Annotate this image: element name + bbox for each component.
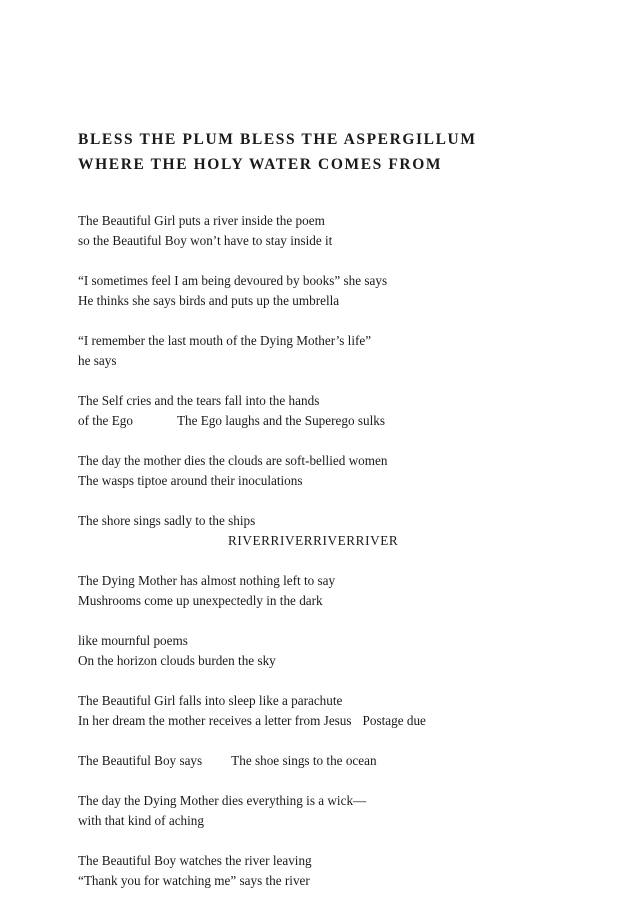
- poem-line: with that kind of aching: [78, 813, 204, 828]
- poem-title: [78, 127, 598, 177]
- poem-title-line-2: WHERE THE HOLY WATER COMES FROM: [78, 156, 443, 173]
- poem-fragment: In her dream the mother receives a letter from Jesus: [78, 713, 352, 728]
- poem-line-split: [78, 411, 598, 431]
- poem-line: The Beautiful Boy watches the river leaving: [78, 853, 312, 868]
- poem-line: “I sometimes feel I am being devoured by books” she says: [78, 273, 388, 288]
- poem-line: like mournful poems: [78, 633, 188, 648]
- poem-fragment: Postage due: [362, 713, 426, 728]
- poem-line: The day the mother dies the clouds are soft-bellied women: [78, 453, 388, 468]
- poem-line: The Beautiful Girl puts a river inside the poem: [78, 213, 325, 228]
- stanza-2: [78, 271, 598, 311]
- poem-line-river: RIVERRIVERRIVERRIVER: [228, 533, 399, 548]
- stanza-9: [78, 691, 598, 731]
- poem-line: On the horizon clouds burden the sky: [78, 653, 276, 668]
- poem-fragment: The shoe sings to the ocean: [231, 753, 377, 768]
- poem-line: so the Beautiful Boy won’t have to stay inside it: [78, 233, 333, 248]
- poem-line: The Beautiful Girl falls into sleep like a parachute: [78, 693, 343, 708]
- stanza-6: [78, 511, 598, 551]
- poem-line: “Thank you for watching me” says the river: [78, 873, 310, 888]
- poem-line: “I remember the last mouth of the Dying Mother’s life”: [78, 333, 372, 348]
- poem-body: [78, 211, 598, 891]
- stanza-11: [78, 791, 598, 831]
- poem-line-split: [78, 751, 598, 771]
- stanza-5: [78, 451, 598, 491]
- stanza-3: [78, 331, 598, 371]
- stanza-7: [78, 571, 598, 611]
- poem-line: Mushrooms come up unexpectedly in the dark: [78, 593, 323, 608]
- poem-line: he says: [78, 353, 117, 368]
- poem-fragment: The Beautiful Boy says: [78, 753, 203, 768]
- poem-line: The wasps tiptoe around their inoculations: [78, 473, 303, 488]
- poem-fragment: of the Ego: [78, 413, 133, 428]
- stanza-12: [78, 851, 598, 891]
- poem-line: The Dying Mother has almost nothing left to say: [78, 573, 336, 588]
- stanza-8: [78, 631, 598, 671]
- poem-line-split: [78, 711, 598, 731]
- poem-line: The Self cries and the tears fall into the hands: [78, 393, 320, 408]
- stanza-10: [78, 751, 598, 771]
- stanza-4: [78, 391, 598, 431]
- stanza-1: [78, 211, 598, 251]
- poem-fragment: The Ego laughs and the Superego sulks: [176, 413, 385, 428]
- poem-line: The day the Dying Mother dies everything is a wick—: [78, 793, 367, 808]
- poem-page: [78, 127, 598, 911]
- poem-line: He thinks she says birds and puts up the umbrella: [78, 293, 340, 308]
- poem-title-line-1: BLESS THE PLUM BLESS THE ASPERGILLUM: [78, 131, 477, 148]
- poem-line: The shore sings sadly to the ships: [78, 513, 256, 528]
